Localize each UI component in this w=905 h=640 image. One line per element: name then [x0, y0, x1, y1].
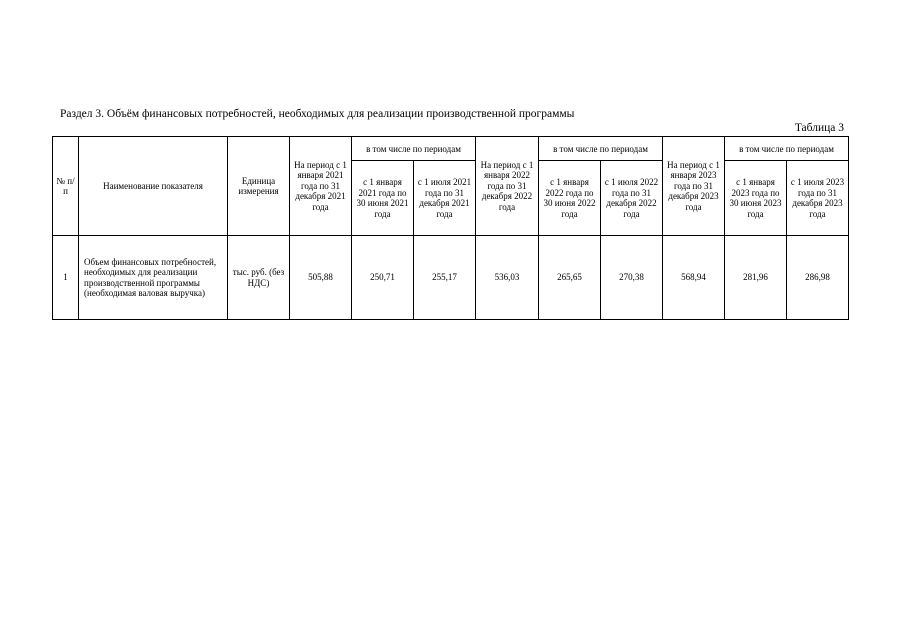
row-name: Объем финансовых потребностей, необходимых для реализации производственной программы (необходимая валовая выручка) [79, 236, 228, 320]
header-unit: Единица измерения [228, 137, 290, 236]
value-2023-h2: 286,98 [787, 236, 849, 320]
header-num: № п/п [53, 137, 79, 236]
header-row-1 [53, 137, 849, 161]
header-2022-h1: с 1 января 2022 года по 30 июня 2022 года [539, 161, 601, 236]
header-2021-subgroup: в том числе по периодам [352, 137, 476, 161]
row-num: 1 [53, 236, 79, 320]
header-2023-h2: с 1 июля 2023 года по 31 декабря 2023 года [787, 161, 849, 236]
header-2022-h2: с 1 июля 2022 года по 31 декабря 2022 года [601, 161, 663, 236]
value-2021-total: 505,88 [290, 236, 352, 320]
value-2022-h1: 265,65 [539, 236, 601, 320]
table-row [53, 236, 849, 320]
value-2022-h2: 270,38 [601, 236, 663, 320]
value-2023-total: 568,94 [663, 236, 725, 320]
header-2023-subgroup: в том числе по периодам [725, 137, 849, 161]
header-2021-h2: с 1 июля 2021 года по 31 декабря 2021 года [414, 161, 476, 236]
section-title: Раздел 3. Объём финансовых потребностей, необходимых для реализации производственной программы [60, 108, 575, 120]
financial-needs-table [52, 136, 849, 320]
header-name: Наименование показателя [79, 137, 228, 236]
value-2021-h1: 250,71 [352, 236, 414, 320]
header-2023-total: На период с 1 января 2023 года по 31 декабря 2023 года [663, 137, 725, 236]
header-2021-h1: с 1 января 2021 года по 30 июня 2021 года [352, 161, 414, 236]
row-unit: тыс. руб. (без НДС) [228, 236, 290, 320]
header-2022-subgroup: в том числе по периодам [539, 137, 663, 161]
header-2021-total: На период с 1 января 2021 года по 31 декабря 2021 года [290, 137, 352, 236]
header-2023-h1: с 1 января 2023 года по 30 июня 2023 года [725, 161, 787, 236]
value-2023-h1: 281,96 [725, 236, 787, 320]
value-2022-total: 536,03 [476, 236, 539, 320]
value-2021-h2: 255,17 [414, 236, 476, 320]
header-2022-total: На период с 1 января 2022 года по 31 декабря 2022 года [476, 137, 539, 236]
table-label: Таблица 3 [794, 122, 844, 134]
